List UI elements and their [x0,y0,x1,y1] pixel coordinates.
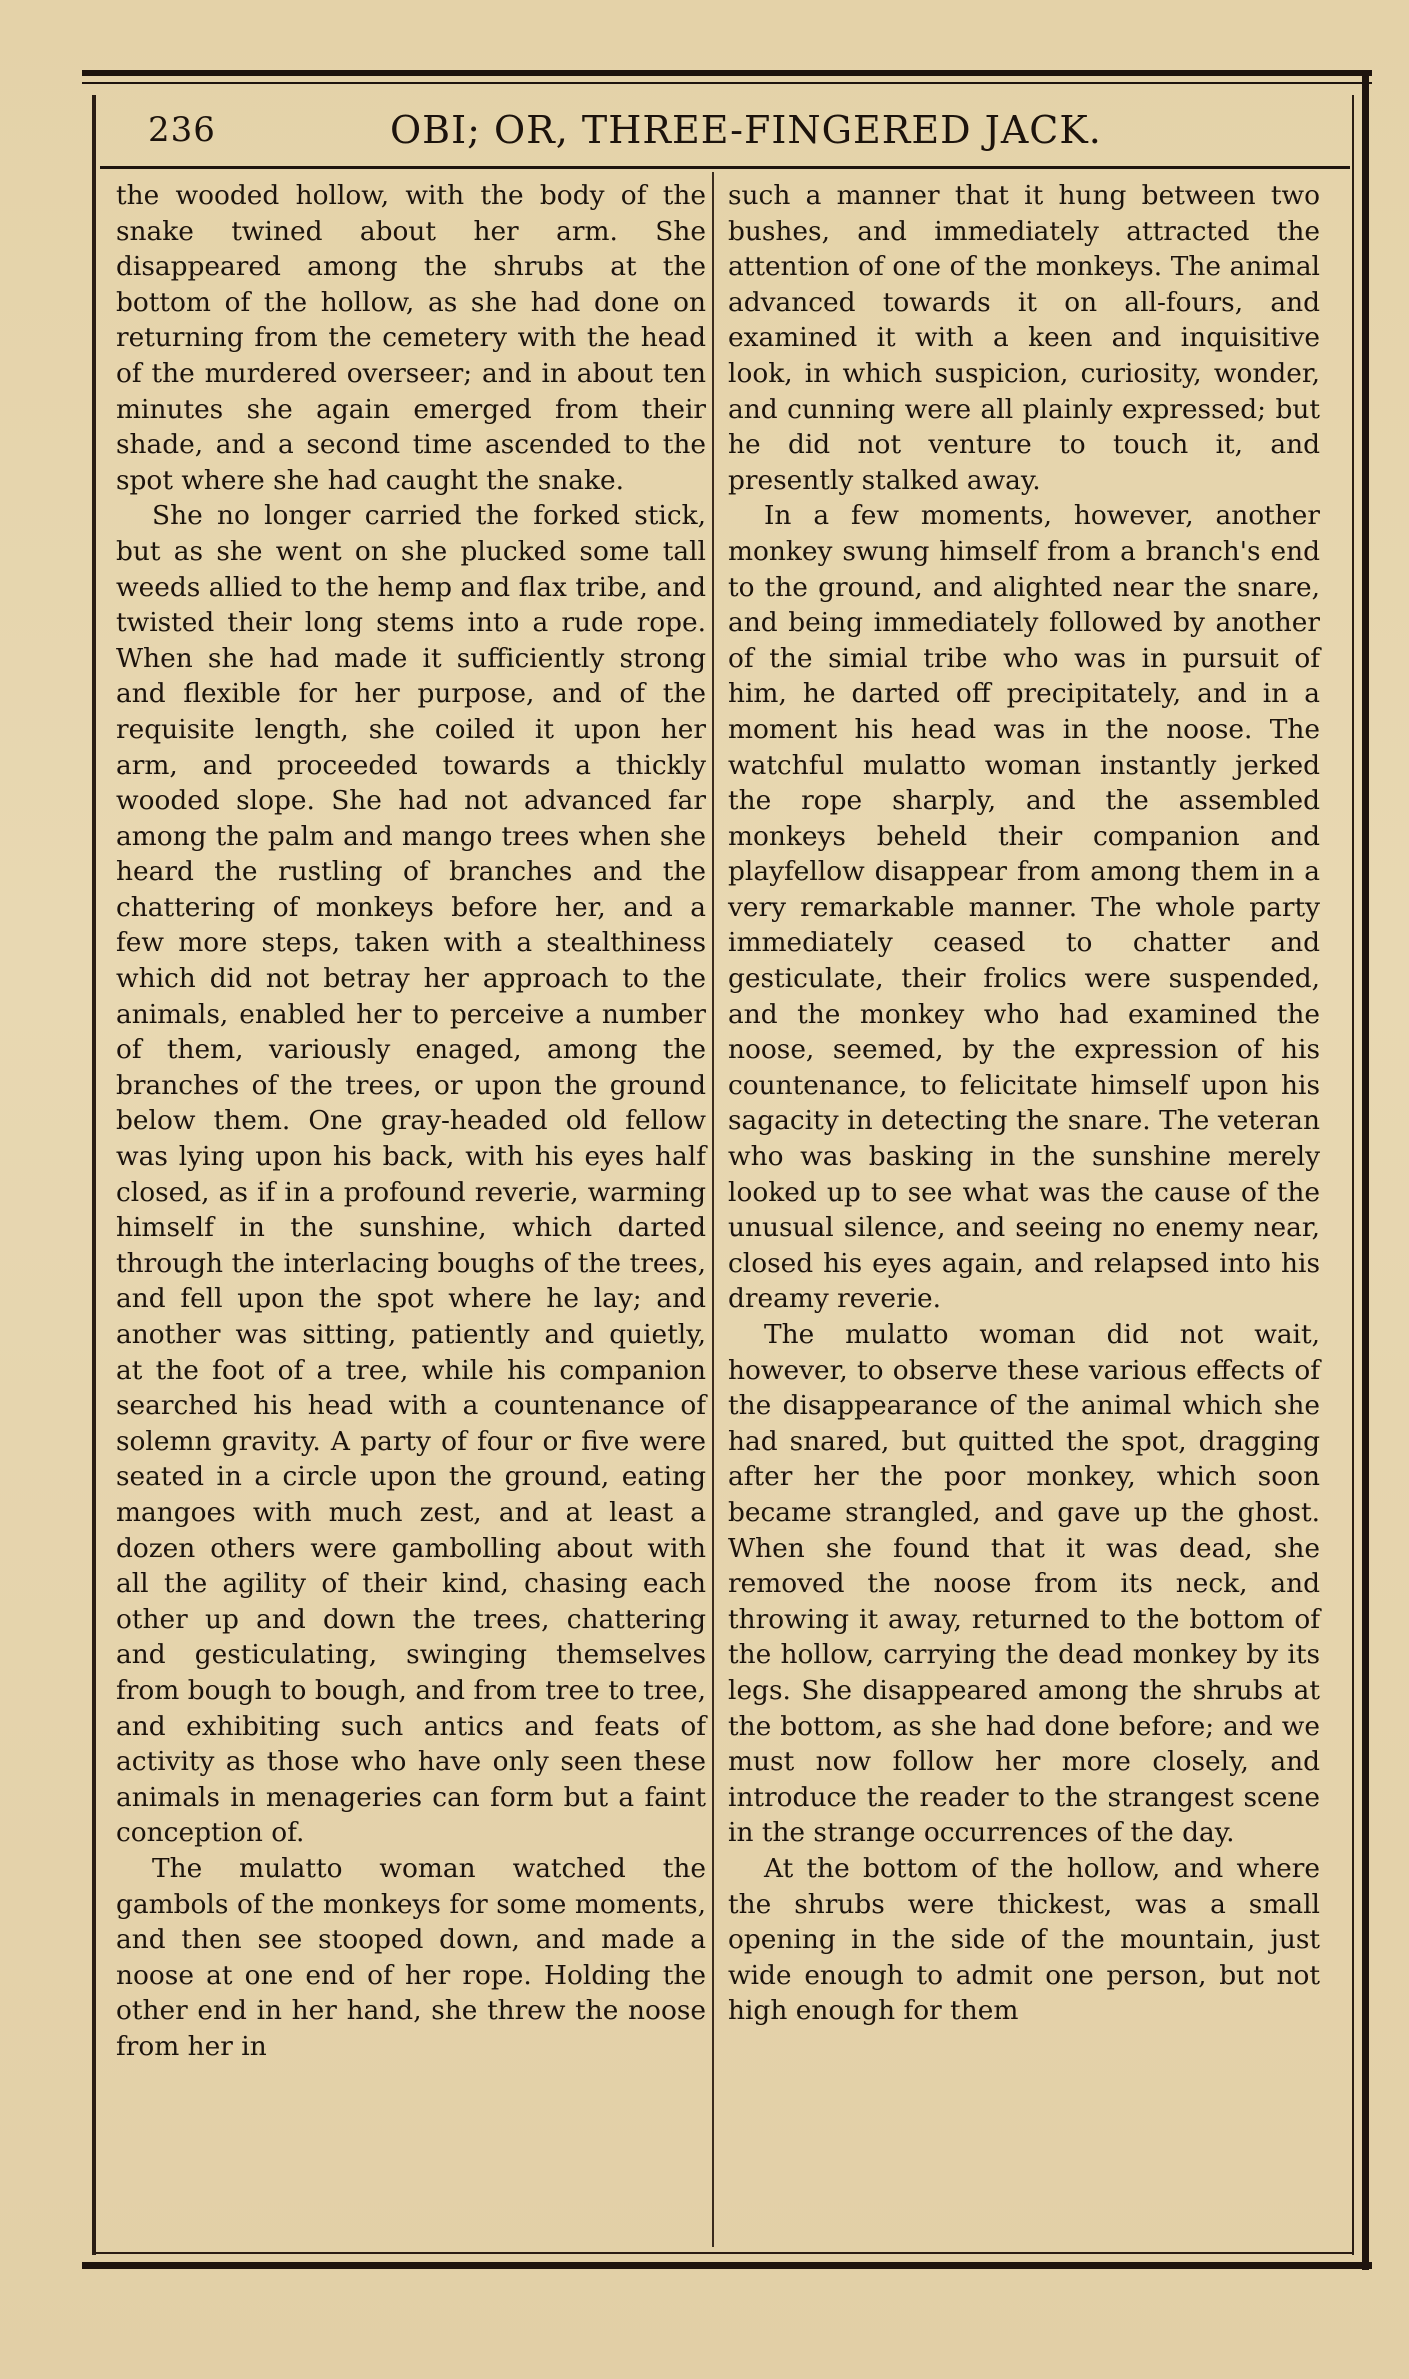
left-column [116,178,706,2064]
frame-right-rule [1362,70,1369,2270]
column-divider [712,172,714,2247]
frame-bottom-rule [82,2262,1372,2269]
page-header [100,100,1350,162]
frame-right-thin-rule [1352,95,1354,2255]
paragraph: At the bottom of the hollow, and where the shrubs were thickest, was a small opening in the side of the mountain, just wide enough to admit one person, but not high enough for them [728,1852,1320,2027]
paragraph: In a few moments, however, another monkey swung himself from a branch's end to the ground, and alighted near the snare, and being immediately followed by another of the simial tribe who was in pursuit of him, he darted off precipitately, and in a moment his head was in the noose. The watchful mulatto woman instantly jerked the rope sharply, and the assembled monkeys beheld their companion and playfellow disappear from among them in a very remarkable manner. The whole party immediately ceased to chatter and gesticulate, their frolics were suspended, and the monkey who had examined the noose, seemed, by the expression of his countenance, to felicitate himself upon his sagacity in detecting the snare. The veteran who was basking in the sunshine merely looked up to see what was the cause of the unusual silence, and seeing no enemy near, closed his eyes again, and relapsed into his dreamy reverie. [728,500,1320,1315]
paragraph: The mulatto woman watched the gambols of the monkeys for some moments, and then see stooped down, and made a noose at one end of her rope. Holding the other end in her hand, she threw the noose from her in [116,1852,706,2062]
frame-top-rule [82,70,1372,76]
paragraph: The mulatto woman did not wait, however, to observe these various effects of the disappearance of the animal which she had snared, but quitted the spot, dragging after her the poor monkey, which soon became strangled, and gave up the ghost. When she found that it was dead, she removed the noose from its neck, and throwing it away, returned to the bottom of the hollow, carrying the dead monkey by its legs. She disappeared among the shrubs at the bottom, as she had done before; and we must now follow her more closely, and introduce the reader to the strangest scene in the strange occurrences of the day. [728,1319,1320,1849]
right-column [728,178,1320,2029]
frame-bottom-thin-rule [92,2252,1354,2254]
paragraph: the wooded hollow, with the body of the snake twined about her arm. She disappeared among the shrubs at the bottom of the hollow, as she had done on returning from the cemetery with the head of the murdered overseer; and in about ten minutes she again emerged from their shade, and a second time ascended to the spot where she had caught the snake. [116,180,706,496]
paragraph: such a manner that it hung between two bushes, and immediately attracted the attention of one of the monkeys. The animal advanced towards it on all-fours, and examined it with a keen and inquisitive look, in which suspicion, curiosity, wonder, and cunning were all plainly expressed; but he did not venture to touch it, and presently stalked away. [728,180,1320,496]
header-rule [100,166,1350,169]
running-title: OBI; OR, THREE-FINGERED JACK. [390,108,1102,152]
frame-top-thin-rule [82,82,1372,84]
frame-left-rule [92,95,96,2255]
paragraph: She no longer carried the forked stick, but as she went on she plucked some tall weeds allied to the hemp and flax tribe, and twisted their long stems into a rude rope. When she had made it sufficiently strong and flexible for her purpose, and of the requisite length, she coiled it upon her arm, and proceeded towards a thickly wooded slope. She had not advanced far among the palm and mango trees when she heard the rustling of branches and the chattering of monkeys before her, and a few more steps, taken with a stealthiness which did not betray her approach to the animals, enabled her to perceive a number of them, variously enaged, among the branches of the trees, or upon the ground below them. One gray-headed old fellow was lying upon his back, with his eyes half closed, as if in a profound reverie, warming himself in the sunshine, which darted through the interlacing boughs of the trees, and fell upon the spot where he lay; and another was sitting, patiently and quietly, at the foot of a tree, while his companion searched his head with a countenance of solemn gravity. A party of four or five were seated in a circle upon the ground, eating mangoes with much zest, and at least a dozen others were gambolling about with all the agility of their kind, chasing each other up and down the trees, chattering and gesticulating, swinging themselves from bough to bough, and from tree to tree, and exhibiting such antics and feats of activity as those who have only seen these animals in menageries can form but a faint conception of. [116,500,706,1849]
page-number: 236 [148,110,216,150]
